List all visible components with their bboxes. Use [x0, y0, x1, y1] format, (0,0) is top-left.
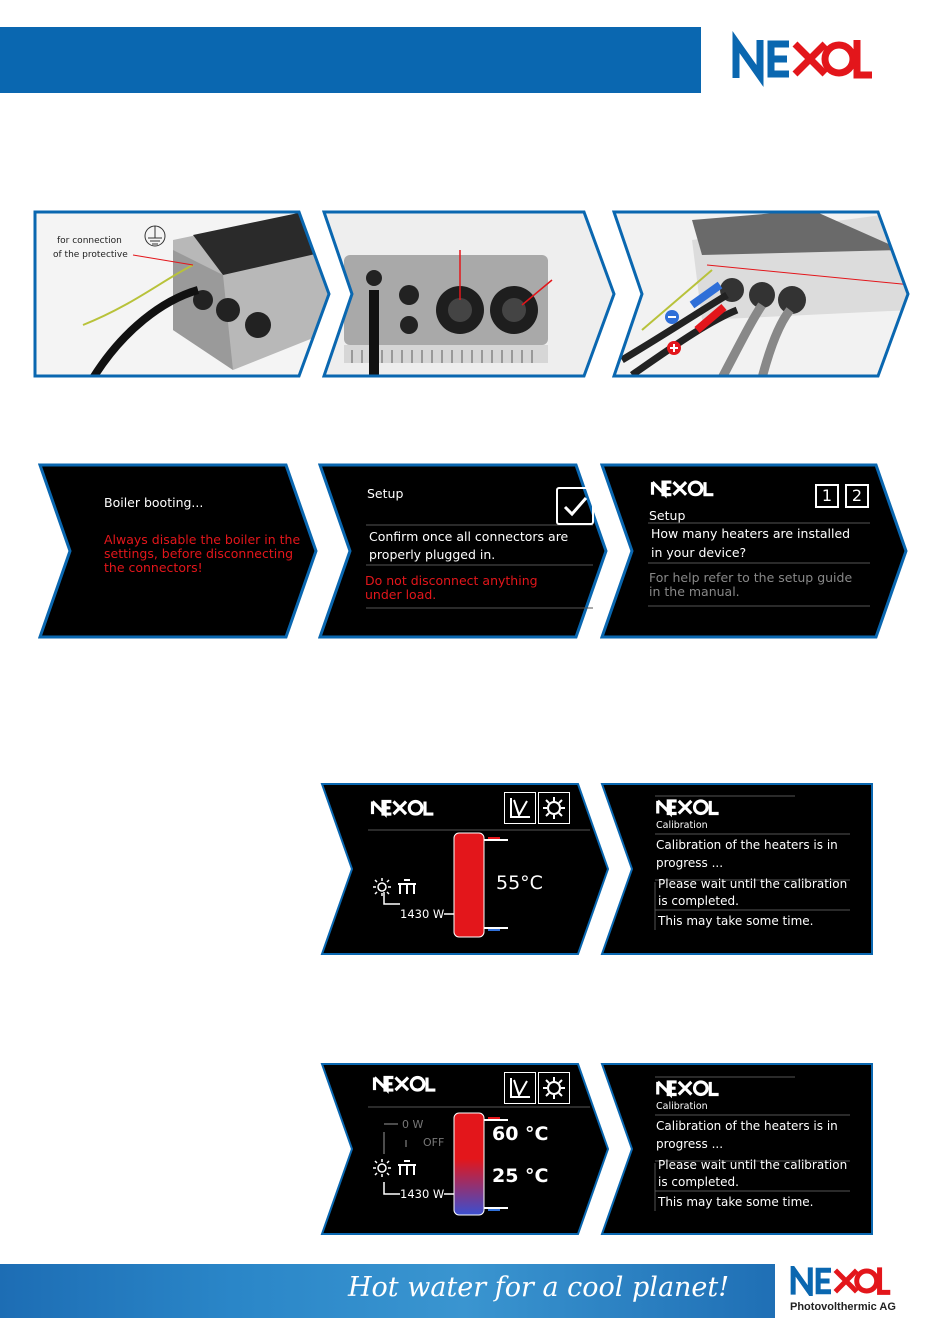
photo-panel-2 [322, 210, 618, 378]
sun-icon [372, 877, 392, 897]
calibration-line-2b-2: is completed. [658, 1175, 739, 1189]
calibration-line-1a: Calibration of the heaters is in [656, 838, 838, 852]
screen-calibration-2 [600, 1062, 876, 1236]
gear-icon [539, 1073, 569, 1103]
setup-warning-2: under load. [365, 587, 437, 602]
solar-panel-icon [396, 879, 418, 895]
calibration-line-2a: Please wait until the calibration [658, 877, 848, 891]
screen-setup-heaters [600, 463, 910, 639]
chart-icon [505, 793, 535, 823]
calibration-title: Calibration [656, 820, 708, 831]
power-readout: 1430 W [400, 907, 445, 921]
off-label: OFF [423, 1136, 445, 1149]
photo-panel-3 [612, 210, 912, 378]
temperature-bottom: 25 °C [492, 1165, 549, 1187]
chart-button-2[interactable] [504, 1072, 536, 1104]
solar-panel-icon [396, 1160, 418, 1176]
screen-operation-1 [320, 782, 610, 956]
screen-setup-confirm [318, 463, 610, 639]
sun-icon [372, 1158, 392, 1178]
settings-button[interactable] [538, 792, 570, 824]
heater-option-1-button[interactable]: 1 [815, 484, 839, 508]
heater-question-2: in your device? [651, 545, 747, 560]
chart-icon [505, 1073, 535, 1103]
calibration-line-3-2: This may take some time. [658, 1195, 814, 1209]
calibration-line-3: This may take some time. [658, 914, 814, 928]
booting-title: Boiler booting... [104, 495, 204, 510]
confirm-text-2: properly plugged in. [369, 547, 496, 562]
setup-help-1: For help refer to the setup guide [649, 570, 853, 585]
booting-warning-3: the connectors! [104, 560, 203, 575]
calibration-line-1b-2: progress ... [656, 1137, 724, 1151]
screen-calibration-1 [600, 782, 876, 956]
heater-option-2-button[interactable]: 2 [845, 484, 869, 508]
setup-warning-1: Do not disconnect anything [365, 573, 538, 588]
confirm-text-1: Confirm once all connectors are [369, 529, 569, 544]
booting-warning-2: settings, before disconnecting [104, 546, 294, 561]
footer-tagline: Photovolthermic AG [790, 1301, 896, 1313]
booting-warning-1: Always disable the boiler in the [104, 532, 301, 547]
heater-question-1: How many heaters are installed [651, 526, 851, 541]
brand-logo [733, 38, 873, 84]
calibration-line-1b: progress ... [656, 856, 724, 870]
calibration-line-2b: is completed. [658, 894, 739, 908]
setup-title-2: Setup [649, 508, 686, 523]
gear-icon [539, 793, 569, 823]
calibration-line-1a-2: Calibration of the heaters is in [656, 1119, 838, 1133]
photo-annotation-2: of the protective [53, 250, 128, 260]
header-bar [0, 27, 701, 93]
boiler-temperature: 55°C [496, 872, 543, 894]
screen-operation-2 [320, 1062, 610, 1236]
settings-button-2[interactable] [538, 1072, 570, 1104]
setup-help-2: in the manual. [649, 584, 740, 599]
photo-annotation-1: for connection [57, 236, 122, 246]
power-readout-2: 1430 W [400, 1187, 445, 1201]
confirm-button[interactable] [556, 487, 594, 525]
calibration-line-2a-2: Please wait until the calibration [658, 1158, 848, 1172]
footer-logo [790, 1266, 892, 1300]
setup-title: Setup [367, 486, 404, 501]
photo-panel-1 [33, 210, 333, 378]
calibration-title-2: Calibration [656, 1101, 708, 1112]
chart-button[interactable] [504, 792, 536, 824]
check-icon [558, 489, 592, 523]
footer-slogan: Hot water for a cool planet! [348, 1272, 730, 1303]
screen-boiler-booting [38, 463, 320, 639]
temperature-top: 60 °C [492, 1123, 549, 1145]
off-power-readout: 0 W [402, 1118, 424, 1131]
